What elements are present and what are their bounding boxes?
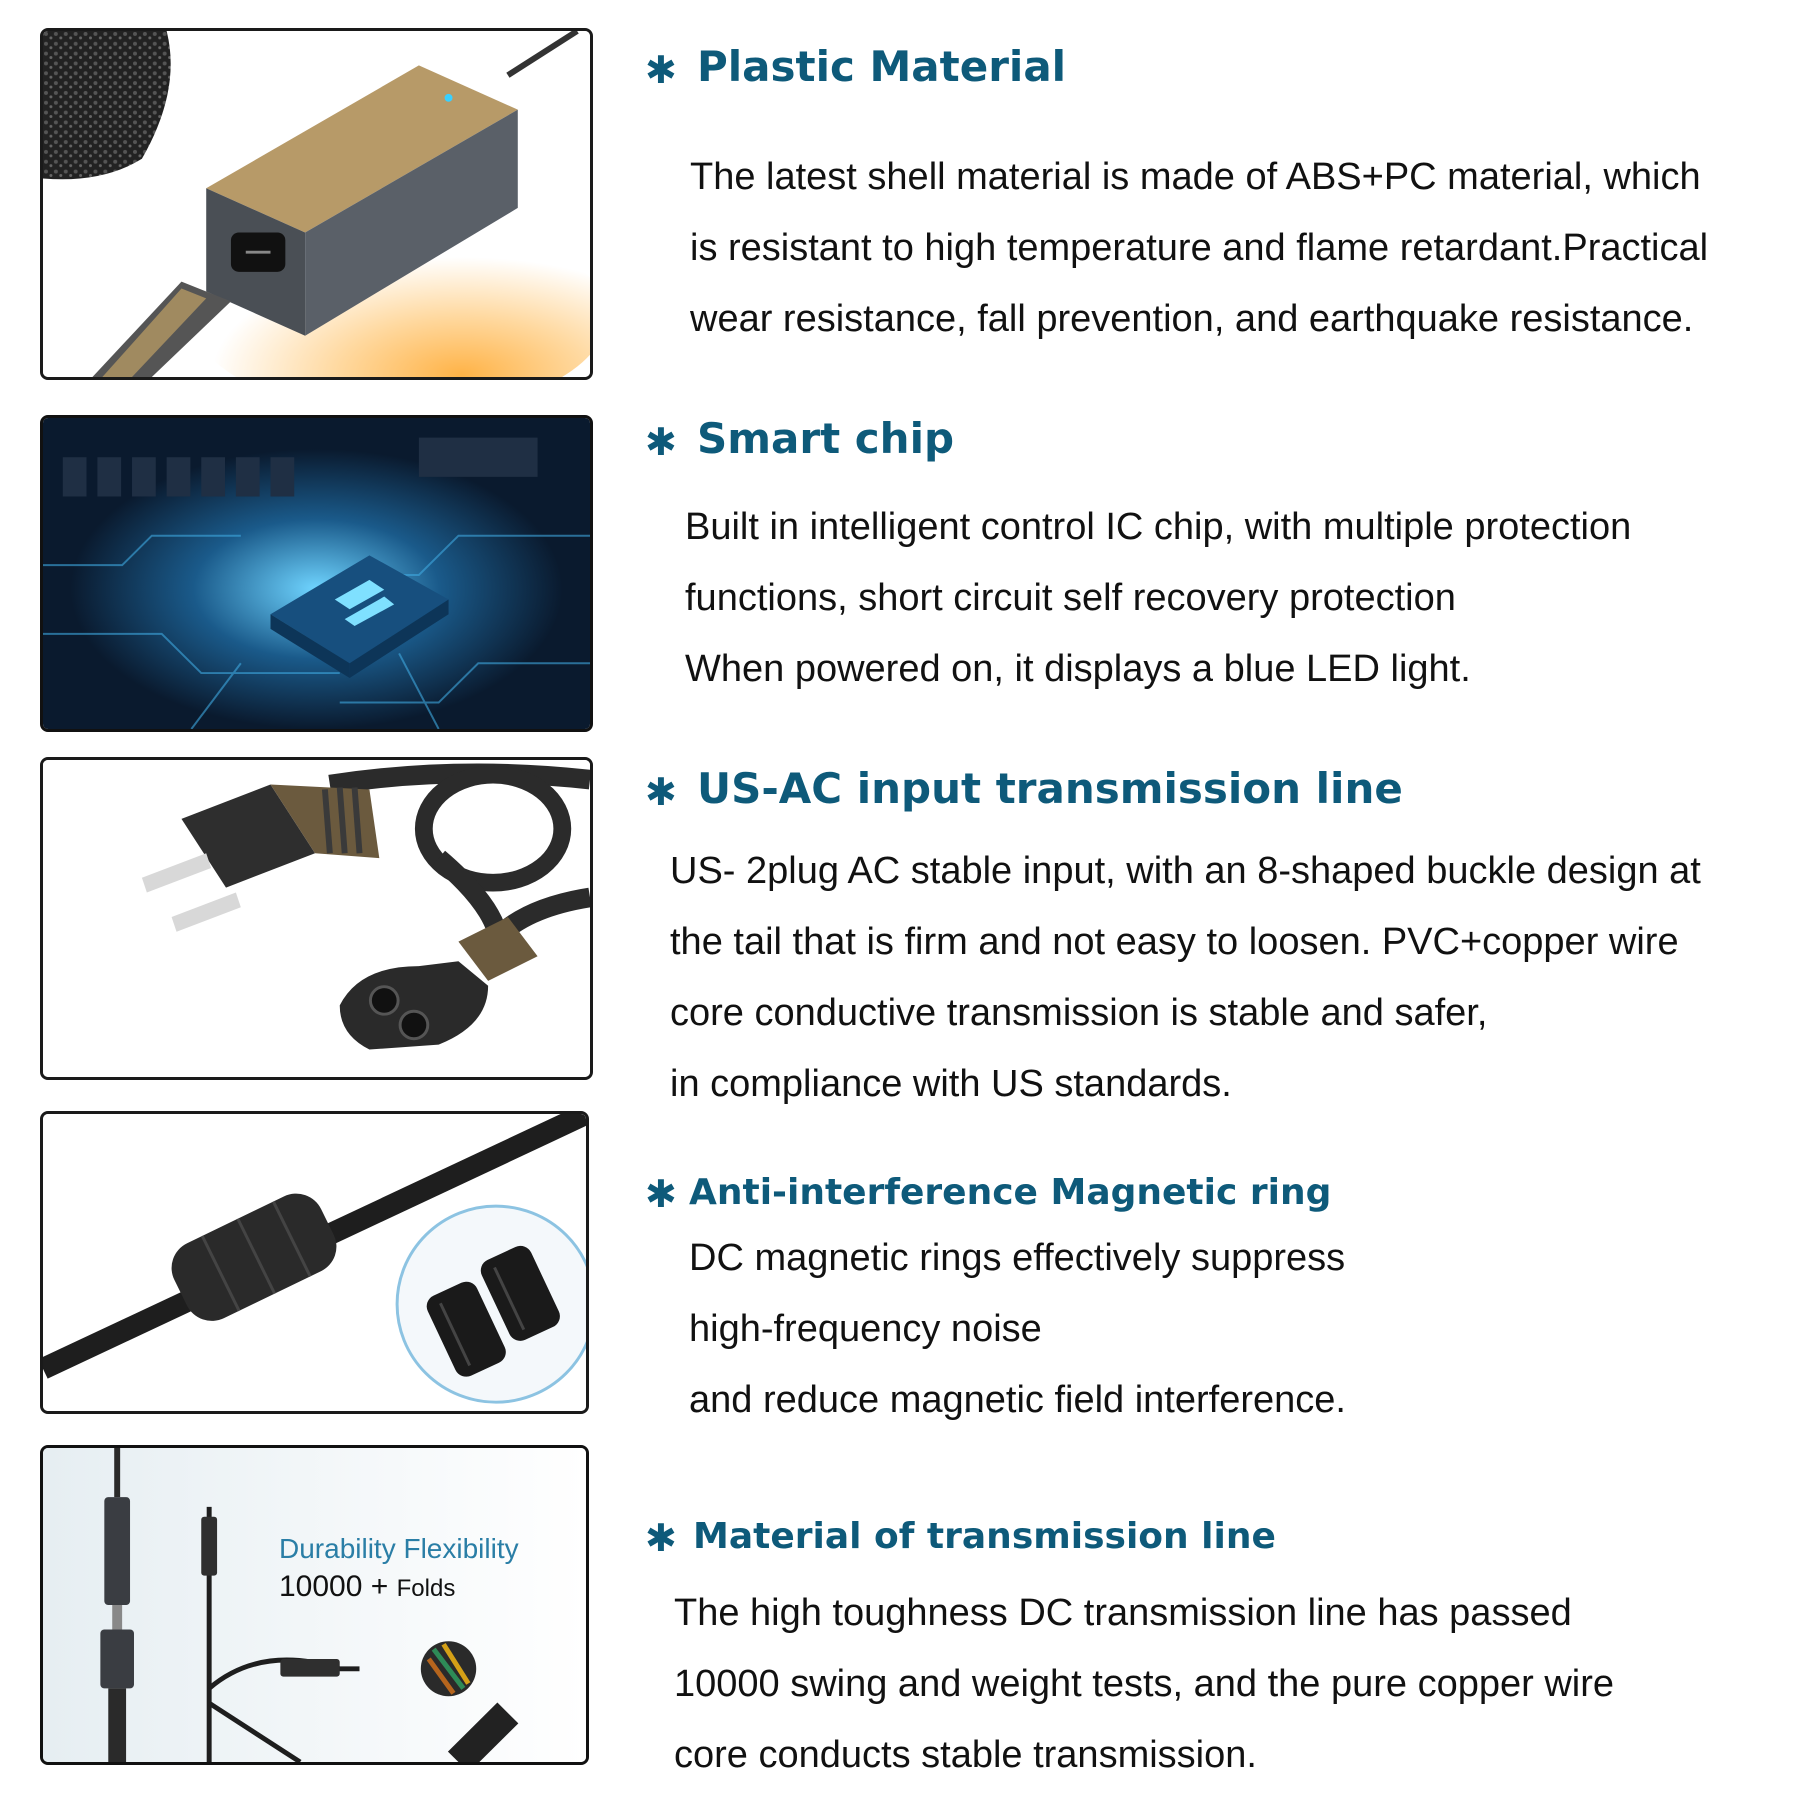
section-heading-transmission-line	[645, 1516, 1276, 1560]
body-line: core conductive transmission is stable and safer,	[670, 992, 1488, 1034]
adapter-illustration	[43, 31, 590, 377]
asterisk-bullet-icon: ✱	[645, 769, 677, 814]
section-heading-text: Plastic Material	[697, 42, 1067, 91]
dc-cable-illustration	[43, 1448, 586, 1762]
body-line: DC magnetic rings effectively suppress	[689, 1237, 1346, 1279]
asterisk-bullet-icon: ✱	[645, 1172, 677, 1216]
dc-cable-image-panel	[40, 1445, 589, 1765]
body-line: functions, short circuit self recovery protection	[685, 577, 1456, 619]
durability-title: Durability Flexibility	[279, 1533, 519, 1564]
adapter-image-panel	[40, 28, 593, 380]
body-line: in compliance with US standards.	[670, 1063, 1232, 1105]
asterisk-bullet-icon: ✱	[645, 1516, 677, 1560]
body-line: and reduce magnetic field interference.	[689, 1379, 1346, 1421]
circuit-chip-illustration	[43, 418, 590, 729]
section-heading-text: Anti-interference Magnetic ring	[689, 1172, 1332, 1213]
section-heading-us-ac-input	[645, 764, 1403, 814]
magnetic-ring-image-panel	[40, 1111, 589, 1414]
body-line: wear resistance, fall prevention, and earthquake resistance.	[690, 298, 1694, 340]
section-body-smart-chip	[685, 492, 1631, 705]
section-body-us-ac-input	[670, 836, 1701, 1120]
section-heading-text: Smart chip	[697, 414, 955, 463]
body-line: is resistant to high temperature and flame retardant.Practical	[690, 227, 1709, 269]
section-heading-plastic-material	[645, 42, 1066, 92]
body-line: 10000 swing and weight tests, and the pure copper wire	[674, 1663, 1615, 1705]
ac-plug-image-panel	[40, 757, 593, 1080]
section-body-magnetic-ring	[689, 1223, 1346, 1436]
body-line: The latest shell material is made of ABS+PC material, which	[690, 156, 1701, 198]
section-body-plastic-material	[690, 142, 1708, 355]
chip-image-panel	[40, 415, 593, 732]
body-line: core conducts stable transmission.	[674, 1734, 1257, 1776]
body-line: the tail that is firm and not easy to loosen. PVC+copper wire	[670, 921, 1679, 963]
body-line: high-frequency noise	[689, 1308, 1042, 1350]
body-line: When powered on, it displays a blue LED light.	[685, 648, 1471, 690]
section-heading-text: Material of transmission line	[693, 1516, 1276, 1557]
body-line: US- 2plug AC stable input, with an 8-shaped buckle design at	[670, 850, 1701, 892]
section-heading-smart-chip	[645, 414, 954, 464]
section-heading-text: US-AC input transmission line	[697, 764, 1403, 813]
asterisk-bullet-icon: ✱	[645, 47, 677, 92]
durability-folds	[279, 1570, 455, 1604]
magnetic-ring-illustration	[43, 1114, 586, 1411]
body-line: The high toughness DC transmission line has passed	[674, 1592, 1572, 1634]
durability-count: 10000 +	[279, 1570, 389, 1603]
asterisk-bullet-icon: ✱	[645, 419, 677, 464]
durability-unit: Folds	[396, 1575, 456, 1602]
section-body-transmission-line	[674, 1578, 1614, 1791]
section-heading-magnetic-ring	[645, 1172, 1331, 1216]
ac-plug-cable-illustration	[43, 760, 590, 1077]
body-line: Built in intelligent control IC chip, with multiple protection	[685, 506, 1632, 548]
